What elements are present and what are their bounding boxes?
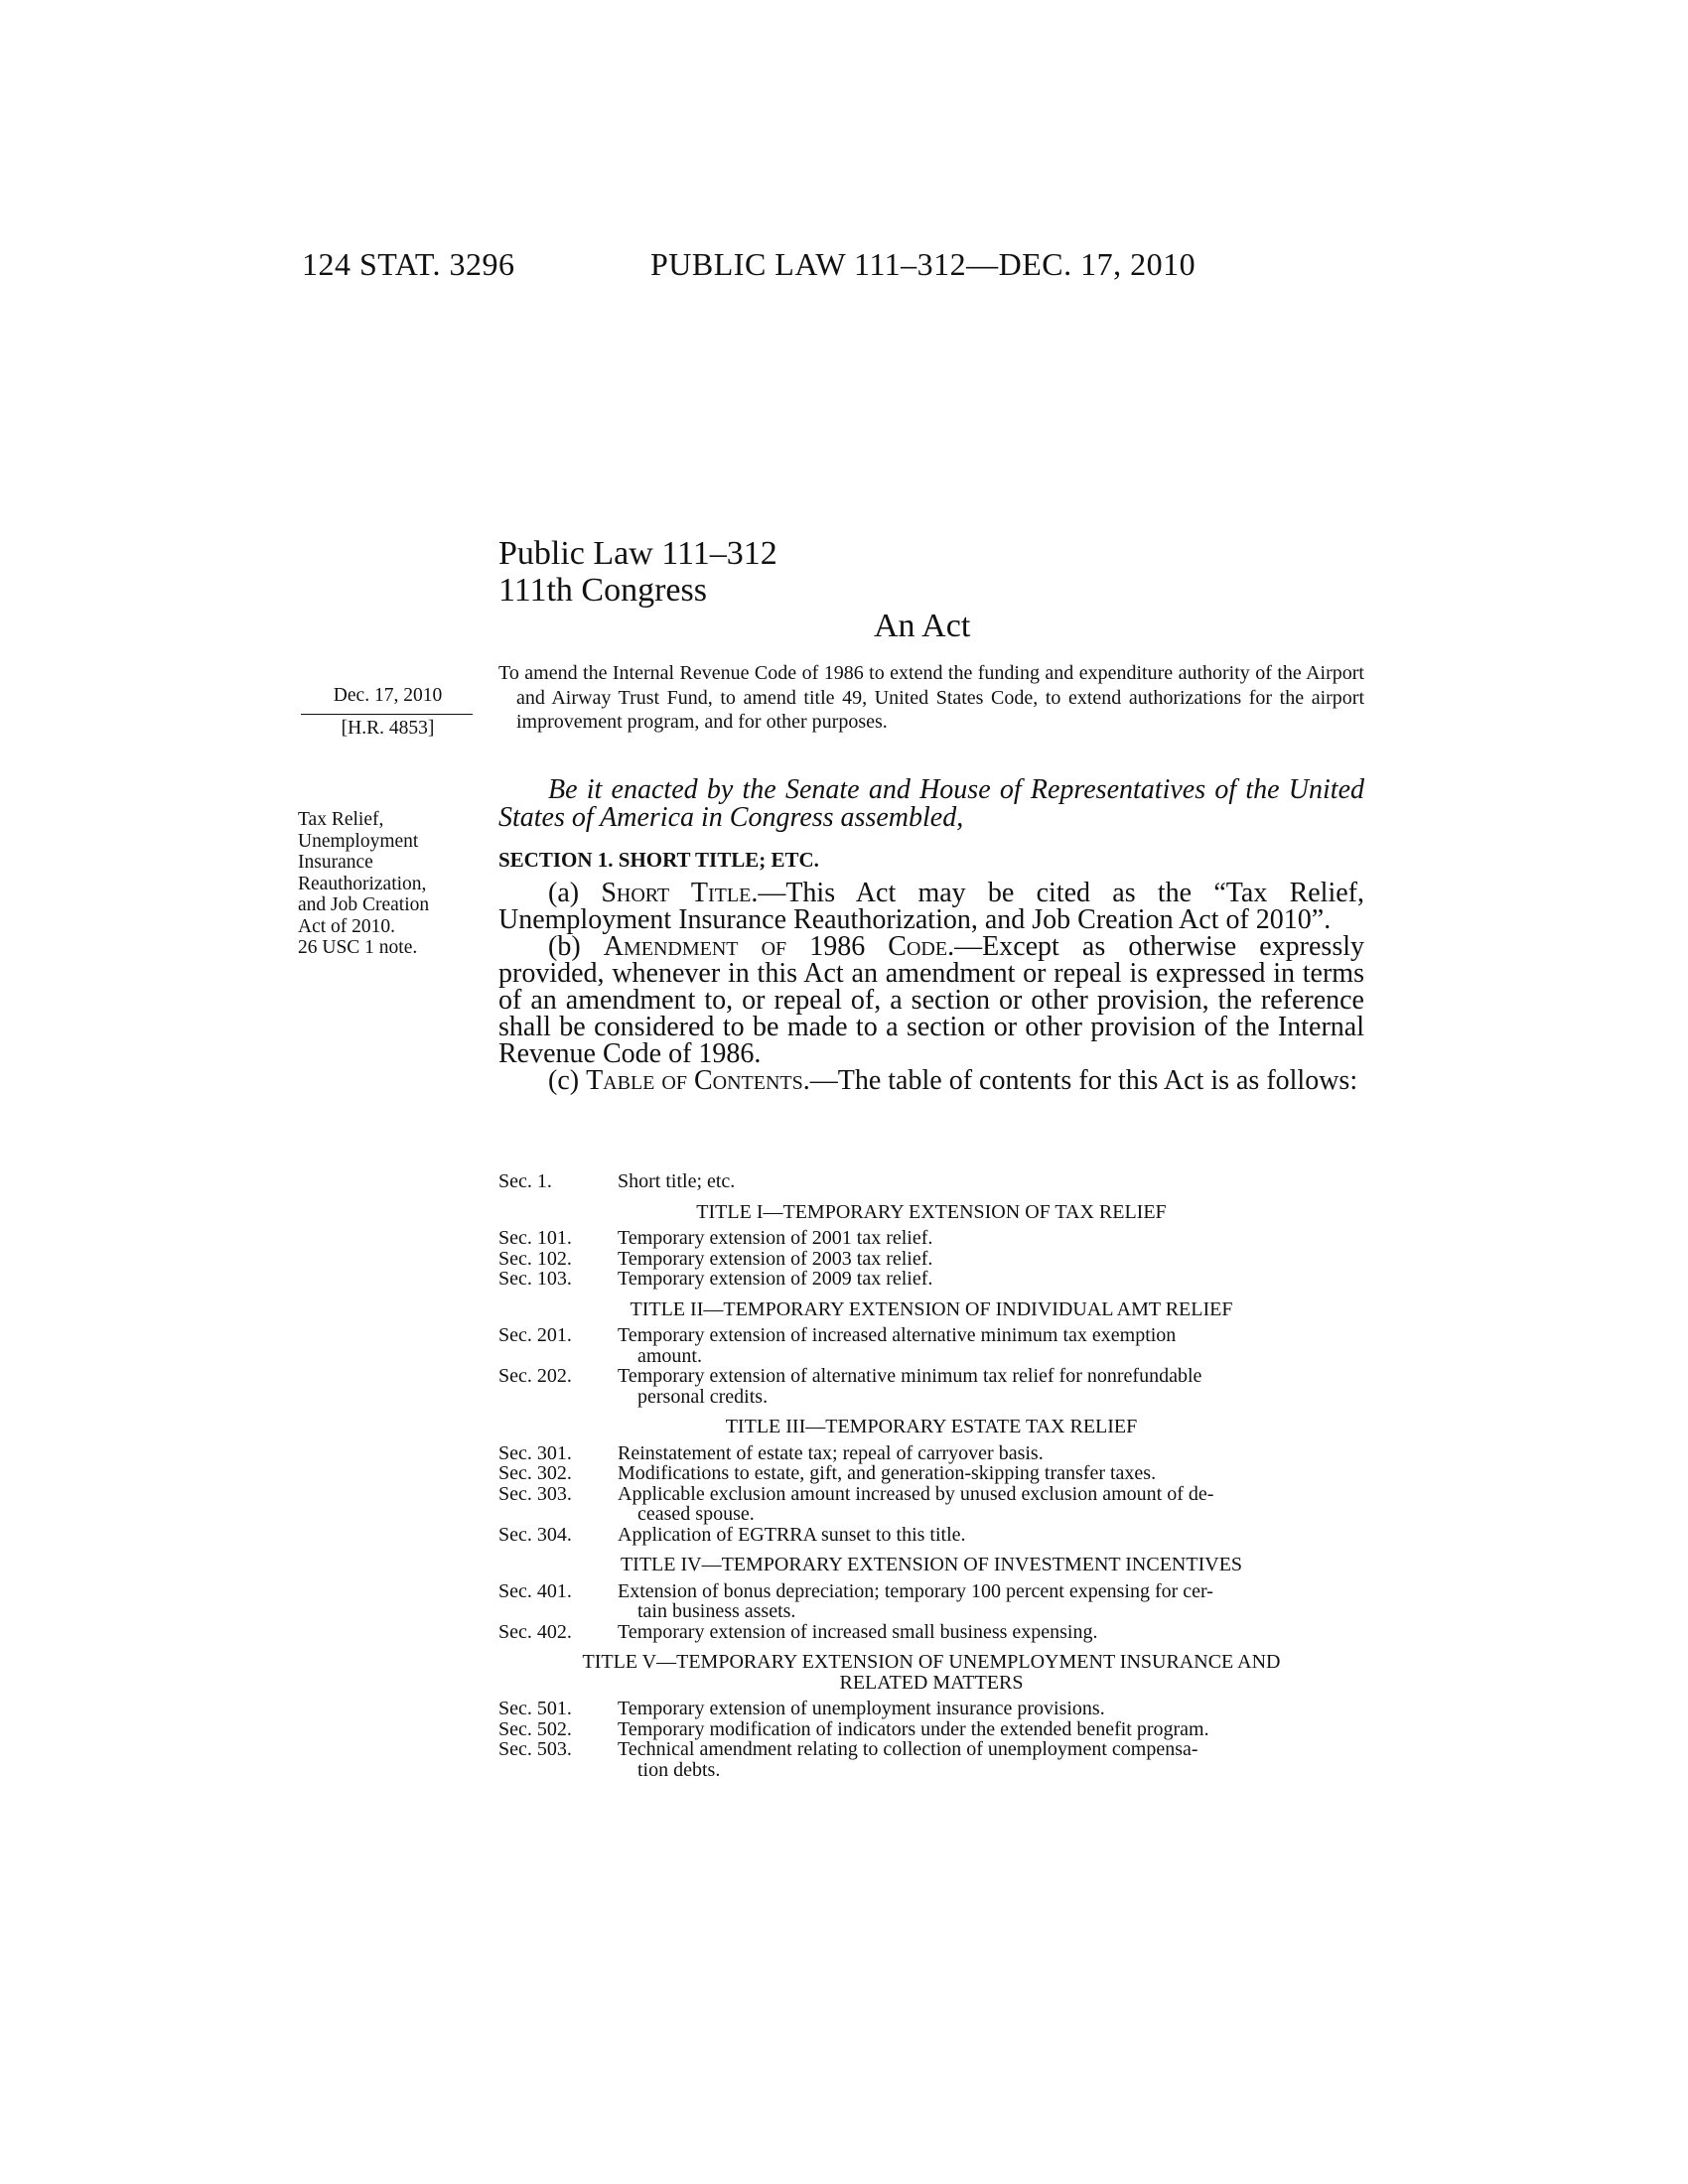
table-of-contents	[498, 1171, 1364, 1780]
margin-date: Dec. 17, 2010	[333, 685, 443, 706]
margin-note-line: Reauthorization,	[298, 873, 427, 894]
margin-note-line: Act of 2010.	[298, 915, 396, 937]
toc-entry: Sec. 502. Temporary modification of indicators under the extended benefit program.	[498, 1717, 1209, 1740]
margin-divider	[301, 714, 473, 715]
running-header-law-date: PUBLIC LAW 111–312—DEC. 17, 2010	[650, 246, 1196, 282]
toc-entry: Sec. 402. Temporary extension of increased small business expensing.	[498, 1620, 1098, 1643]
toc-title-heading: TITLE IV—TEMPORARY EXTENSION OF INVESTMENT INCENTIVES	[620, 1554, 1243, 1575]
subsection-c: (c) Table of Contents.—The table of contents for this Act is as follows:	[548, 1065, 1358, 1096]
toc-entry: Sec. 1. Short title; etc.	[498, 1170, 736, 1192]
toc-title-heading: TITLE I—TEMPORARY EXTENSION OF TAX RELIEF	[696, 1200, 1167, 1223]
toc-entry: Sec. 101. Temporary extension of 2001 tax relief.	[498, 1227, 933, 1249]
margin-short-title-note	[298, 809, 472, 959]
toc-entry: Sec. 202. Temporary extension of alternative minimum tax relief for nonrefundable personal credits.	[498, 1365, 1202, 1408]
toc-entry: Sec. 201. Temporary extension of increased alternative minimum tax exemption amount.	[498, 1324, 1177, 1367]
margin-bill-number: [H.R. 4853]	[341, 718, 435, 739]
toc-entry: Sec. 501. Temporary extension of unemployment insurance provisions.	[498, 1698, 1105, 1719]
subsection-a-caption: Short Title	[601, 878, 752, 908]
toc-entry: Sec. 503. Technical amendment relating to collection of unemployment compensa- tion debts.	[498, 1738, 1198, 1781]
margin-note-line: Tax Relief,	[298, 809, 384, 830]
congress-label: 111th Congress	[498, 572, 707, 609]
toc-title-heading: TITLE V—TEMPORARY EXTENSION OF UNEMPLOYMENT INSURANCE AND RELATED MATTERS	[582, 1651, 1281, 1694]
public-law-title: Public Law 111–312	[498, 535, 777, 572]
toc-entry: Sec. 304. Application of EGTRRA sunset to this title.	[498, 1523, 966, 1546]
toc-entry: Sec. 103. Temporary extension of 2009 tax relief.	[498, 1268, 933, 1290]
margin-note-line: Insurance	[298, 852, 373, 873]
act-heading: An Act	[874, 608, 971, 644]
toc-entry: Sec. 303. Applicable exclusion amount increased by unused exclusion amount of de- ceased spouse.	[498, 1482, 1214, 1525]
subsection-a: (a) Short Title.—This Act may be cited as the “Tax Relief, Unemployment Insurance Reauthorization, and Job Creation Act of 2010”.	[498, 878, 1364, 935]
toc-entry: Sec. 102. Temporary extension of 2003 tax relief.	[498, 1247, 933, 1270]
subsection-c-caption: Table of Contents	[586, 1065, 803, 1096]
toc-entry: Sec. 401. Extension of bonus depreciation; temporary 100 percent expensing for cer- tain business assets.	[498, 1579, 1213, 1622]
toc-title-heading: TITLE II—TEMPORARY EXTENSION OF INDIVIDUAL AMT RELIEF	[630, 1297, 1233, 1320]
subsection-b-caption: Amendment of 1986 Code	[603, 931, 948, 962]
subsection-b: (b) Amendment of 1986 Code.—Except as otherwise expressly provided, whenever in this Act an amendment or repeal is expressed in terms of an amendment to, or repeal of, a section or other provision, the reference shall be considered to be made to a section or other provision of the Internal Revenue Code of 1986.	[498, 931, 1364, 1069]
enacting-clause: Be it enacted by the Senate and House of Representatives of the United States of America in Congress assembled,	[498, 774, 1364, 833]
margin-note-line: Unemployment	[298, 830, 419, 852]
toc-entry: Sec. 302. Modifications to estate, gift, and generation-skipping transfer taxes.	[498, 1462, 1157, 1484]
act-purpose: To amend the Internal Revenue Code of 1986 to extend the funding and expenditure authority of the Airport and Airway Trust Fund, to amend title 49, United States Code, to extend authorizations for the airport improvement program, and for other purposes.	[498, 662, 1364, 733]
section-1-heading: SECTION 1. SHORT TITLE; ETC.	[498, 848, 819, 872]
toc-entry: Sec. 301. Reinstatement of estate tax; repeal of carryover basis.	[498, 1441, 1044, 1464]
section-1-body	[498, 880, 1364, 1094]
margin-note-line: and Job Creation	[298, 894, 430, 915]
toc-title-heading: TITLE III—TEMPORARY ESTATE TAX RELIEF	[725, 1416, 1138, 1437]
margin-note-line: 26 USC 1 note.	[298, 937, 418, 958]
stat-page-number: 124 STAT. 3296	[302, 246, 515, 282]
